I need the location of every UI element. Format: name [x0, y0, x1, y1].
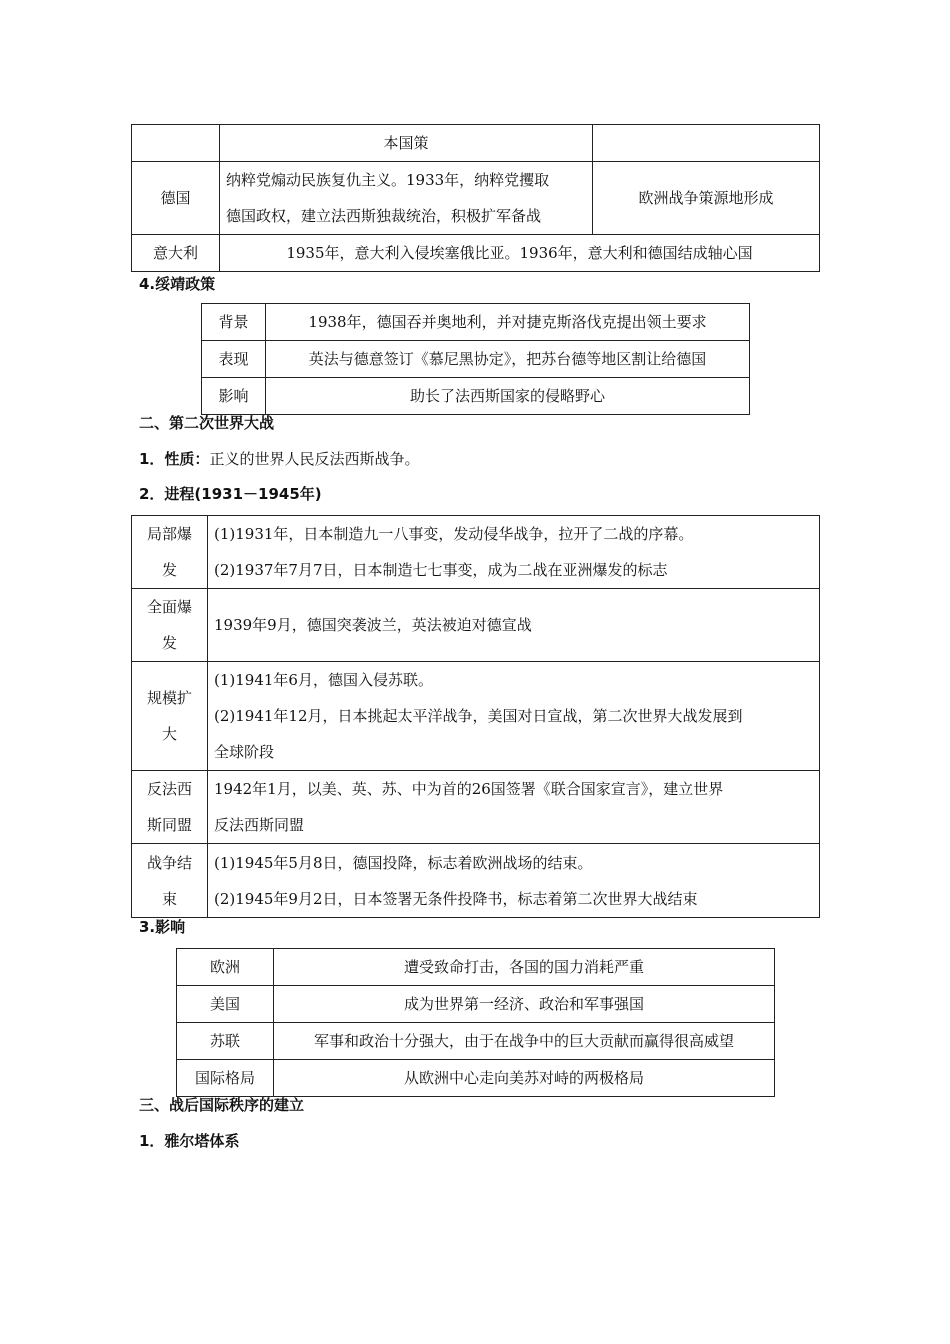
- label-line: 斯同盟: [146, 816, 192, 834]
- stage-label: [132, 844, 208, 918]
- cell-text: [220, 162, 593, 235]
- nature-text: 正义的世界人民反法西斯战争。: [209, 450, 420, 468]
- label-line: 局部爆: [146, 525, 192, 543]
- label-line: 战争结: [146, 853, 192, 872]
- table-row: [177, 949, 775, 986]
- row-label: 苏联: [177, 1023, 274, 1060]
- row-value: 1938年，德国吞并奥地利，并对捷克斯洛伐克提出领土要求: [266, 304, 750, 341]
- nature-label: 1．性质：: [139, 450, 210, 468]
- cell-empty: [132, 125, 220, 162]
- text-line: 德国政权，建立法西斯独裁统治，积极扩军备战: [226, 207, 542, 225]
- cell-text: 欧洲战争策源地形成: [593, 162, 820, 235]
- row-value: 助长了法西斯国家的侵略野心: [266, 378, 750, 415]
- table-impact: [176, 948, 775, 1097]
- table-row: [132, 162, 820, 235]
- row-value: 成为世界第一经济、政治和军事强国: [274, 986, 775, 1023]
- text-line: (2)1937年7月7日，日本制造七七事变，成为二战在亚洲爆发的标志: [214, 561, 668, 579]
- table-fascism-origins: [131, 124, 820, 272]
- label-line: 束: [161, 889, 177, 908]
- stage-detail: [208, 516, 820, 589]
- text-line: (2)1945年9月2日，日本签署无条件投降书，标志着第二次世界大战结束: [214, 889, 698, 908]
- row-value: 遭受致命打击，各国的国力消耗严重: [274, 949, 775, 986]
- row-value: 英法与德意签订《慕尼黑协定》，把苏台德等地区割让给德国: [266, 341, 750, 378]
- text-line: (1)1945年5月8日，德国投降，标志着欧洲战场的结束。: [214, 853, 593, 872]
- row-label: 美国: [177, 986, 274, 1023]
- stage-label: [132, 771, 208, 844]
- stage-detail: [208, 662, 820, 771]
- label-line: 规模扩: [146, 689, 192, 707]
- text-line: 反法西斯同盟: [214, 816, 305, 834]
- table-row: [202, 304, 750, 341]
- heading-ww2: 二、第二次世界大战: [139, 414, 275, 432]
- row-value: 军事和政治十分强大，由于在战争中的巨大贡献而赢得很高威望: [274, 1023, 775, 1060]
- stage-detail: [208, 844, 820, 918]
- heading-impact: 3.影响: [139, 918, 186, 936]
- table-row: [132, 771, 820, 844]
- row-value: 从欧洲中心走向美苏对峙的两极格局: [274, 1060, 775, 1097]
- table-row: [177, 1023, 775, 1060]
- table-row: [132, 589, 820, 662]
- stage-label: [132, 589, 208, 662]
- heading-postwar: 三、战后国际秩序的建立: [139, 1096, 305, 1114]
- table-war-progress: [131, 515, 820, 918]
- table-row: [132, 516, 820, 589]
- cell-text: 1935年，意大利入侵埃塞俄比亚。1936年，意大利和德国结成轴心国: [220, 235, 820, 272]
- label-line: 反法西: [146, 780, 192, 798]
- progress-heading: 2．进程(1931－1945年): [139, 485, 322, 503]
- table-row: [132, 235, 820, 272]
- text-line: 1939年9月，德国突袭波兰，英法被迫对德宣战: [214, 616, 532, 634]
- label-line: 发: [161, 634, 177, 652]
- cell-text: 本国策: [220, 125, 593, 162]
- table-appeasement: [201, 303, 750, 415]
- table-row: [177, 986, 775, 1023]
- cell-empty: [593, 125, 820, 162]
- table-row: [202, 341, 750, 378]
- table-row: [132, 662, 820, 771]
- row-label: 国际格局: [177, 1060, 274, 1097]
- heading-yalta: 1．雅尔塔体系: [139, 1132, 240, 1150]
- nature-line: [139, 447, 419, 471]
- country-label: 意大利: [132, 235, 220, 272]
- label-line: 大: [161, 725, 177, 743]
- stage-detail: [208, 589, 820, 662]
- text-line: (1)1931年，日本制造九一八事变，发动侵华战争，拉开了二战的序幕。: [214, 525, 694, 543]
- text-line: 纳粹党煽动民族复仇主义。1933年，纳粹党攫取: [226, 171, 550, 189]
- row-label: 表现: [202, 341, 266, 378]
- row-label: 背景: [202, 304, 266, 341]
- row-label: 欧洲: [177, 949, 274, 986]
- row-label: 影响: [202, 378, 266, 415]
- table-row: [132, 844, 820, 918]
- stage-label: [132, 662, 208, 771]
- heading-appeasement: 4.绥靖政策: [139, 275, 216, 293]
- table-row: [177, 1060, 775, 1097]
- stage-label: [132, 516, 208, 589]
- label-line: 全面爆: [146, 598, 192, 616]
- text-line: 1942年1月，以美、英、苏、中为首的26国签署《联合国家宣言》，建立世界: [214, 780, 724, 798]
- text-line: 全球阶段: [214, 743, 275, 761]
- text-line: (1)1941年6月，德国入侵苏联。: [214, 671, 433, 689]
- table-row: [202, 378, 750, 415]
- stage-detail: [208, 771, 820, 844]
- country-label: 德国: [132, 162, 220, 235]
- table-row: [132, 125, 820, 162]
- label-line: 发: [161, 561, 177, 579]
- text-line: (2)1941年12月，日本挑起太平洋战争，美国对日宣战，第二次世界大战发展到: [214, 707, 743, 725]
